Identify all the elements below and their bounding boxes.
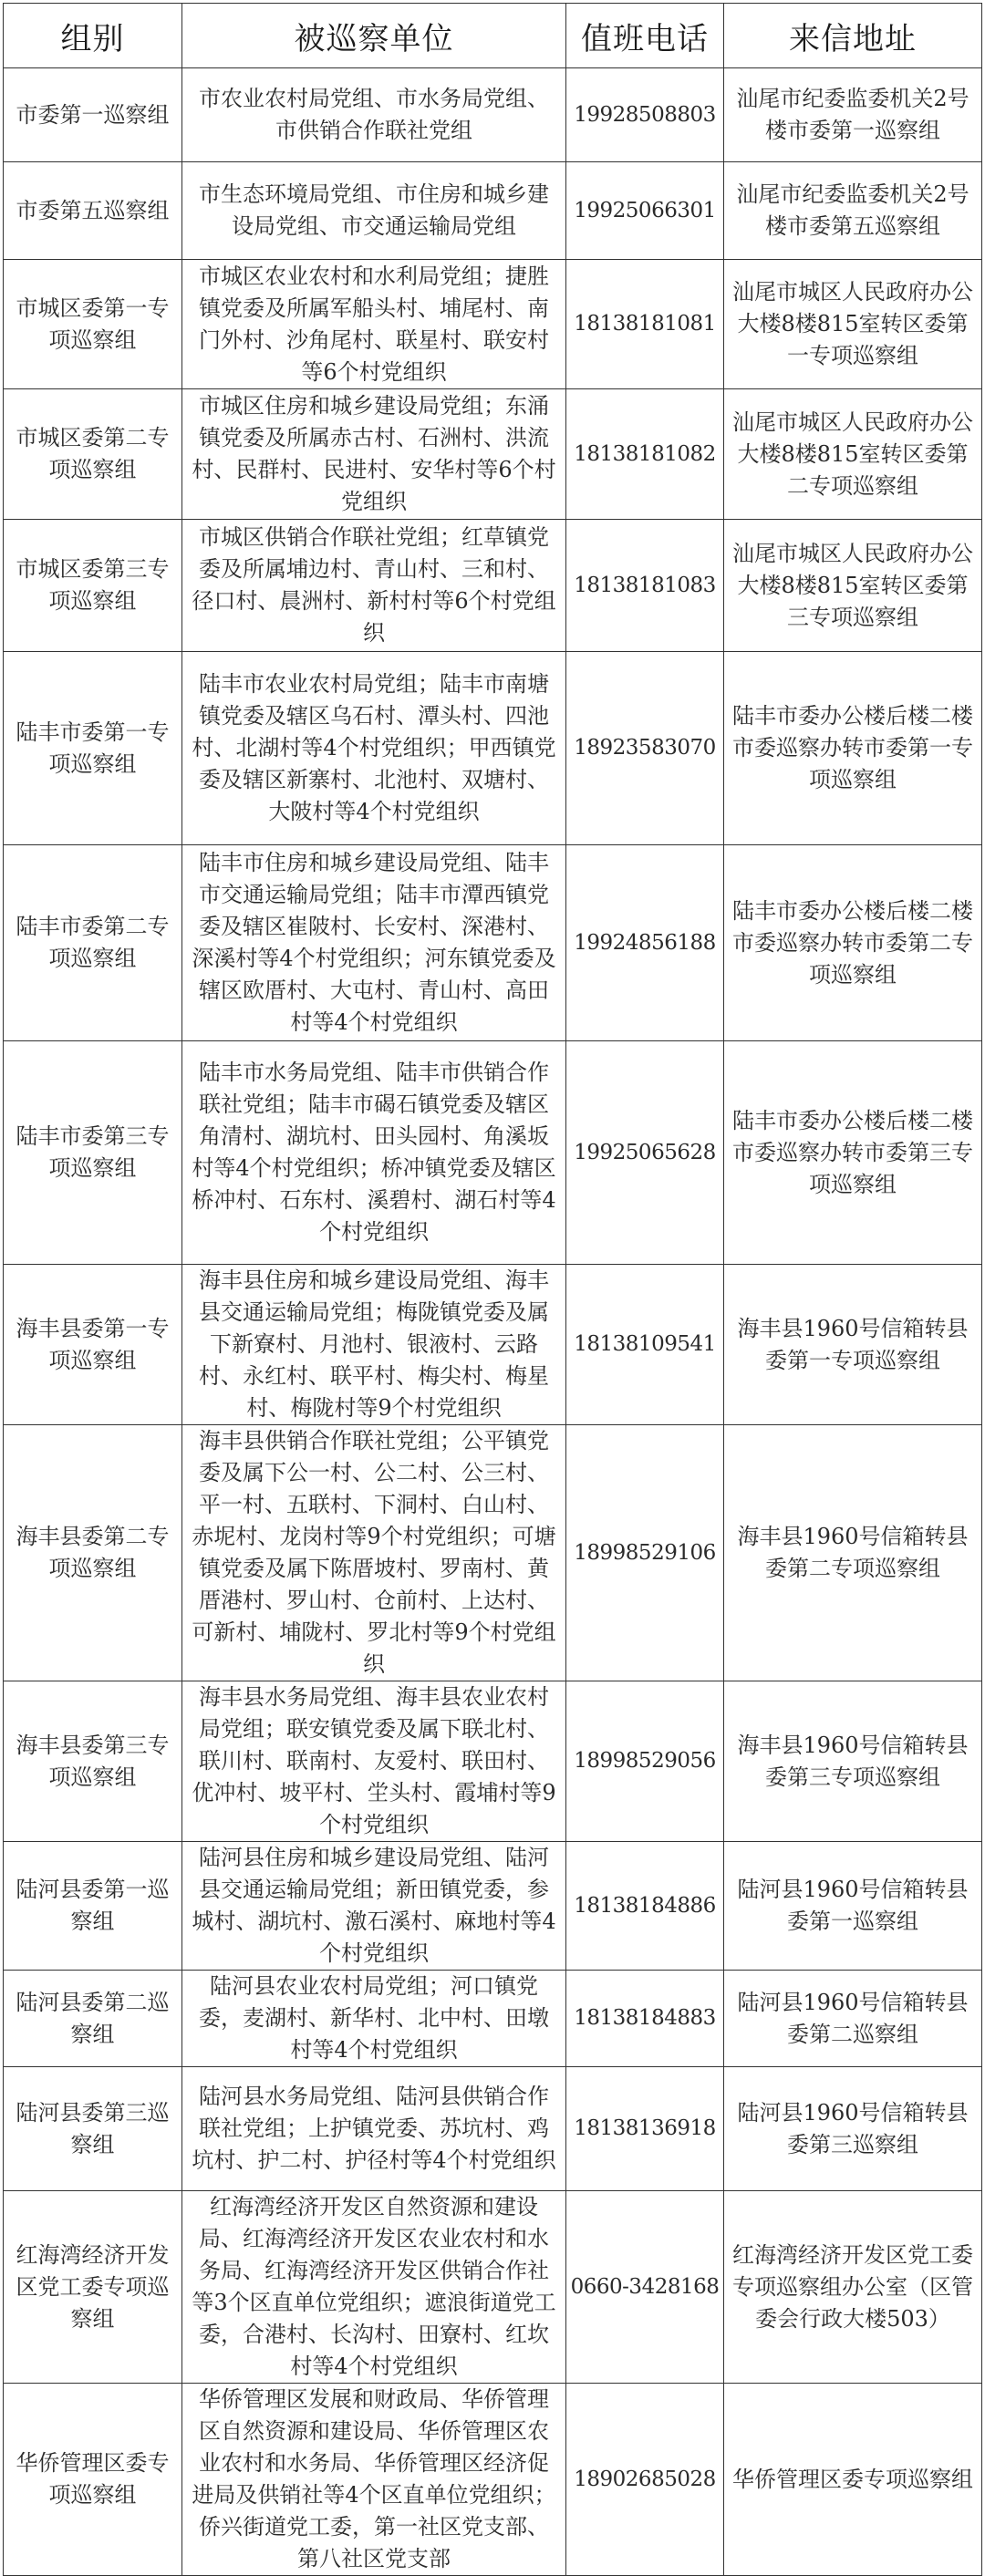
phone-cell: 18998529106 [566, 1425, 724, 1681]
group-cell: 陆丰市委第三专项巡察组 [4, 1041, 182, 1265]
header-inspected-units: 被巡察单位 [182, 4, 566, 68]
table-row [4, 1842, 982, 1971]
address-cell: 海丰县1960号信箱转县委第三专项巡察组 [724, 1681, 982, 1842]
table-row [4, 845, 982, 1041]
address-cell: 红海湾经济开发区党工委专项巡察组办公室（区管委会行政大楼503） [724, 2191, 982, 2384]
phone-cell: 18998529056 [566, 1681, 724, 1842]
units-cell: 陆丰市农业农村局党组；陆丰市南塘镇党委及辖区乌石村、潭头村、四池村、北湖村等4个村党组织；甲西镇党委及辖区新寨村、北池村、双塘村、大陂村等4个村党组织 [182, 652, 566, 845]
group-cell: 海丰县委第二专项巡察组 [4, 1425, 182, 1681]
header-mail-address: 来信地址 [724, 4, 982, 68]
address-cell: 陆河县1960号信箱转县委第二巡察组 [724, 1971, 982, 2067]
units-cell: 陆丰市水务局党组、陆丰市供销合作联社党组；陆丰市碣石镇党委及辖区角清村、湖坑村、田头园村、角溪坂村等4个村党组织；桥冲镇党委及辖区桥冲村、石东村、溪碧村、湖石村等4个村党组织 [182, 1041, 566, 1265]
group-cell: 市委第一巡察组 [4, 68, 182, 162]
table-row [4, 389, 982, 520]
group-cell: 红海湾经济开发区党工委专项巡察组 [4, 2191, 182, 2384]
table-row [4, 1265, 982, 1425]
address-cell: 陆丰市委办公楼后楼二楼市委巡察办转市委第一专项巡察组 [724, 652, 982, 845]
phone-cell: 19925066301 [566, 162, 724, 260]
units-cell: 市生态环境局党组、市住房和城乡建设局党组、市交通运输局党组 [182, 162, 566, 260]
address-cell: 陆丰市委办公楼后楼二楼市委巡察办转市委第三专项巡察组 [724, 1041, 982, 1265]
address-cell: 海丰县1960号信箱转县委第二专项巡察组 [724, 1425, 982, 1681]
table-row [4, 1041, 982, 1265]
phone-cell: 18138184886 [566, 1842, 724, 1971]
table-row [4, 1971, 982, 2067]
address-cell: 汕尾市城区人民政府办公大楼8楼815室转区委第三专项巡察组 [724, 520, 982, 652]
units-cell: 海丰县供销合作联社党组；公平镇党委及属下公一村、公二村、公三村、平一村、五联村、下洞村、白山村、赤坭村、龙岗村等9个村党组织；可塘镇党委及属下陈厝坡村、罗南村、黄厝港村、罗山村、仓前村、上达村、可新村、埔陇村、罗北村等9个村党组织 [182, 1425, 566, 1681]
table-row [4, 2384, 982, 2576]
phone-cell: 18138181082 [566, 389, 724, 520]
phone-cell: 18902685028 [566, 2384, 724, 2576]
group-cell: 华侨管理区委专项巡察组 [4, 2384, 182, 2576]
address-cell: 汕尾市城区人民政府办公大楼8楼815室转区委第二专项巡察组 [724, 389, 982, 520]
table-row [4, 2191, 982, 2384]
address-cell: 汕尾市城区人民政府办公大楼8楼815室转区委第一专项巡察组 [724, 260, 982, 389]
address-cell: 陆河县1960号信箱转县委第三巡察组 [724, 2067, 982, 2191]
table-row [4, 652, 982, 845]
group-cell: 市城区委第二专项巡察组 [4, 389, 182, 520]
phone-cell: 19925065628 [566, 1041, 724, 1265]
units-cell: 华侨管理区发展和财政局、华侨管理区自然资源和建设局、华侨管理区农业农村和水务局、华侨管理区经济促进局及供销社等4个区直单位党组织；侨兴街道党工委，第一社区党支部、第八社区党支部 [182, 2384, 566, 2576]
inspection-groups-table [3, 3, 982, 2576]
table-row [4, 162, 982, 260]
phone-cell: 18923583070 [566, 652, 724, 845]
units-cell: 市农业农村局党组、市水务局党组、市供销合作联社党组 [182, 68, 566, 162]
phone-cell: 18138184883 [566, 1971, 724, 2067]
units-cell: 海丰县水务局党组、海丰县农业农村局党组；联安镇党委及属下联北村、联川村、联南村、友爱村、联田村、优冲村、坡平村、坣头村、霞埔村等9个村党组织 [182, 1681, 566, 1842]
phone-cell: 0660-3428168 [566, 2191, 724, 2384]
group-cell: 陆河县委第二巡察组 [4, 1971, 182, 2067]
address-cell: 汕尾市纪委监委机关2号楼市委第一巡察组 [724, 68, 982, 162]
units-cell: 红海湾经济开发区自然资源和建设局、红海湾经济开发区农业农村和水务局、红海湾经济开发区供销合作社等3个区直单位党组织；遮浪街道党工委，合港村、长沟村、田寮村、红坎村等4个村党组织 [182, 2191, 566, 2384]
table-row [4, 520, 982, 652]
phone-cell: 18138181083 [566, 520, 724, 652]
address-cell: 华侨管理区委专项巡察组 [724, 2384, 982, 2576]
header-group: 组别 [4, 4, 182, 68]
group-cell: 陆丰市委第二专项巡察组 [4, 845, 182, 1041]
header-row [4, 4, 982, 68]
units-cell: 陆河县水务局党组、陆河县供销合作联社党组；上护镇党委、苏坑村、鸡坑村、护二村、护径村等4个村党组织 [182, 2067, 566, 2191]
group-cell: 市委第五巡察组 [4, 162, 182, 260]
units-cell: 市城区农业农村和水利局党组；捷胜镇党委及所属军船头村、埔尾村、南门外村、沙角尾村、联星村、联安村等6个村党组织 [182, 260, 566, 389]
group-cell: 陆河县委第三巡察组 [4, 2067, 182, 2191]
phone-cell: 19924856188 [566, 845, 724, 1041]
units-cell: 陆河县住房和城乡建设局党组、陆河县交通运输局党组；新田镇党委，参城村、湖坑村、激石溪村、麻地村等4个村党组织 [182, 1842, 566, 1971]
units-cell: 市城区供销合作联社党组；红草镇党委及所属埔边村、青山村、三和村、径口村、晨洲村、新村村等6个村党组织 [182, 520, 566, 652]
group-cell: 海丰县委第三专项巡察组 [4, 1681, 182, 1842]
group-cell: 市城区委第三专项巡察组 [4, 520, 182, 652]
phone-cell: 18138109541 [566, 1265, 724, 1425]
phone-cell: 18138136918 [566, 2067, 724, 2191]
address-cell: 陆河县1960号信箱转县委第一巡察组 [724, 1842, 982, 1971]
phone-cell: 19928508803 [566, 68, 724, 162]
phone-cell: 18138181081 [566, 260, 724, 389]
table-row [4, 2067, 982, 2191]
units-cell: 陆丰市住房和城乡建设局党组、陆丰市交通运输局党组；陆丰市潭西镇党委及辖区崔陂村、长安村、深港村、深溪村等4个村党组织；河东镇党委及辖区欧厝村、大屯村、青山村、高田村等4个村党组织 [182, 845, 566, 1041]
table-row [4, 68, 982, 162]
units-cell: 海丰县住房和城乡建设局党组、海丰县交通运输局党组；梅陇镇党委及属下新寮村、月池村、银液村、云路村、永红村、联平村、梅尖村、梅星村、梅陇村等9个村党组织 [182, 1265, 566, 1425]
group-cell: 陆河县委第一巡察组 [4, 1842, 182, 1971]
units-cell: 陆河县农业农村局党组；河口镇党委，麦湖村、新华村、北中村、田墩村等4个村党组织 [182, 1971, 566, 2067]
header-duty-phone: 值班电话 [566, 4, 724, 68]
table-row [4, 260, 982, 389]
address-cell: 陆丰市委办公楼后楼二楼市委巡察办转市委第二专项巡察组 [724, 845, 982, 1041]
group-cell: 陆丰市委第一专项巡察组 [4, 652, 182, 845]
table-row [4, 1681, 982, 1842]
address-cell: 海丰县1960号信箱转县委第一专项巡察组 [724, 1265, 982, 1425]
table-row [4, 1425, 982, 1681]
group-cell: 市城区委第一专项巡察组 [4, 260, 182, 389]
units-cell: 市城区住房和城乡建设局党组；东涌镇党委及所属赤古村、石洲村、洪流村、民群村、民进村、安华村等6个村党组织 [182, 389, 566, 520]
group-cell: 海丰县委第一专项巡察组 [4, 1265, 182, 1425]
address-cell: 汕尾市纪委监委机关2号楼市委第五巡察组 [724, 162, 982, 260]
